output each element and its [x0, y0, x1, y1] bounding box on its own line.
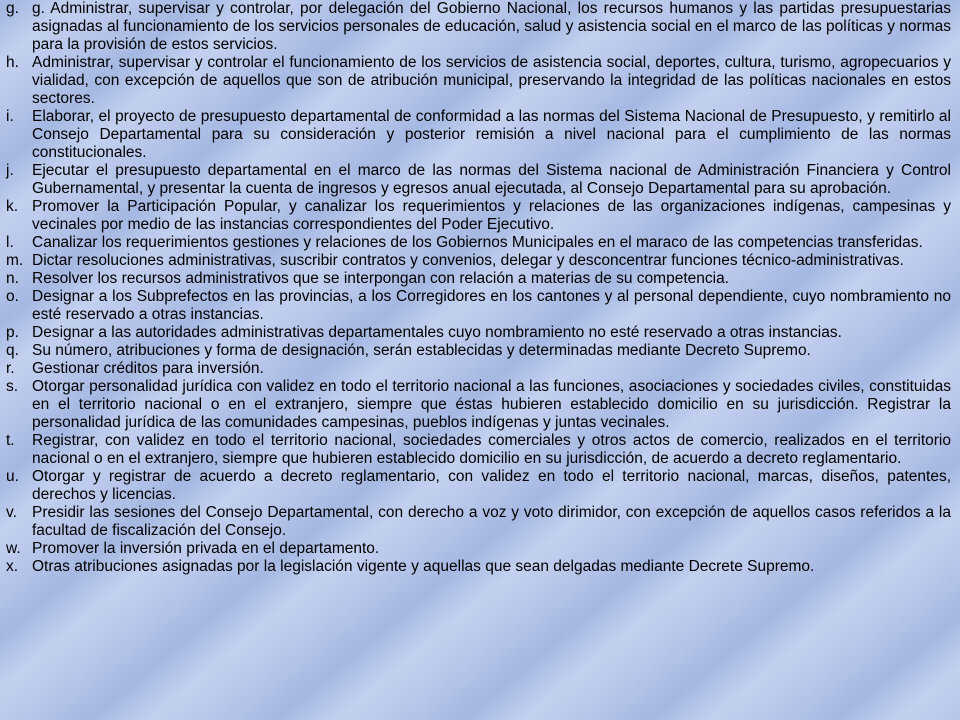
list-item-s	[6, 378, 951, 432]
item-text: Designar a las autoridades administrativas departamentales cuyo nombramiento no esté reservado a otras instancias.	[32, 324, 842, 341]
item-marker: n.	[6, 270, 19, 287]
item-marker: h.	[6, 54, 19, 71]
item-text: Dictar resoluciones administrativas, suscribir contratos y convenios, delegar y desconcentrar funciones técnico-administrativas.	[32, 252, 904, 269]
item-marker: j.	[6, 162, 14, 179]
item-text: Elaborar, el proyecto de presupuesto departamental de conformidad a las normas del Sistema Nacional de Presupuesto, y remitirlo al Consejo Departamental para su consideración y posterior remisión a nivel nacional para el cumplimiento de las normas constitucionales.	[32, 108, 951, 161]
item-marker: k.	[6, 198, 19, 215]
item-text: Gestionar créditos para inversión.	[32, 360, 264, 377]
item-text: Su número, atribuciones y forma de designación, serán establecidas y determinadas mediante Decreto Supremo.	[32, 342, 811, 359]
list-item-r	[6, 360, 951, 378]
attributions-list	[6, 0, 951, 576]
list-item-h	[6, 54, 951, 108]
list-item-u	[6, 468, 951, 504]
list-item-i	[6, 108, 951, 162]
item-marker: u.	[6, 468, 19, 485]
item-text: Registrar, con validez en todo el territorio nacional, sociedades comerciales y otros actos de comercio, realizados en el territorio nacional o en el extranjero, siempre que hubieren establecido domicilio en su jurisdicción, de acuerdo a decreto reglamentario.	[32, 432, 951, 467]
item-marker: g.	[6, 0, 19, 17]
item-marker: i.	[6, 108, 14, 125]
item-marker: s.	[6, 378, 19, 395]
item-marker: x.	[6, 558, 19, 575]
list-item-t	[6, 432, 951, 468]
list-item-p	[6, 324, 951, 342]
list-item-n	[6, 270, 951, 288]
item-text: Otras atribuciones asignadas por la legislación vigente y aquellas que sean delgadas mediante Decrete Supremo.	[32, 558, 815, 575]
list-item-o	[6, 288, 951, 324]
item-marker: l.	[6, 234, 14, 251]
item-text: g. Administrar, supervisar y controlar, por delegación del Gobierno Nacional, los recursos humanos y las partidas presupuestarias asignadas al funcionamiento de los servicios personales de educación, salud y asistencia social en el marco de las políticas y normas para la provisión de estos servicios.	[32, 0, 951, 53]
item-text: Otorgar personalidad jurídica con validez en todo el territorio nacional a las funciones, asociaciones y sociedades civiles, constituidas en el territorio nacional o en el extranjero, siempre que éstas hubieren establecido domicilio en su jurisdicción. Registrar la personalidad jurídica de las comunidades campesinas, pueblos indígenas y juntas vecinales.	[32, 378, 951, 431]
item-text: Otorgar y registrar de acuerdo a decreto reglamentario, con validez en todo el territorio nacional, marcas, diseños, patentes, derechos y licencias.	[32, 468, 951, 503]
item-marker: w.	[6, 540, 21, 557]
item-marker: q.	[6, 342, 19, 359]
item-text: Administrar, supervisar y controlar el funcionamiento de los servicios de asistencia social, deportes, cultura, turismo, agropecuarios y vialidad, con excepción de aquellos que son de atribución municipal, preservando la integridad de las políticas nacionales en estos sectores.	[32, 54, 951, 107]
list-item-q	[6, 342, 951, 360]
item-marker: p.	[6, 324, 19, 341]
item-marker: v.	[6, 504, 17, 521]
list-item-x	[6, 558, 951, 576]
list-item-g	[6, 0, 951, 54]
list-item-l	[6, 234, 951, 252]
item-text: Ejecutar el presupuesto departamental en el marco de las normas del Sistema nacional de Administración Financiera y Control Gubernamental, y presentar la cuenta de ingresos y egresos anual ejecutada, al Consejo Departamental para su aprobación.	[32, 162, 951, 197]
item-text: Promover la Participación Popular, y canalizar los requerimientos y relaciones de las organizaciones indígenas, campesinas y vecinales por medio de las instancias correspondientes del Poder Ejecutivo.	[32, 198, 951, 233]
item-text: Presidir las sesiones del Consejo Departamental, con derecho a voz y voto dirimidor, con excepción de aquellos casos referidos a la facultad de fiscalización del Consejo.	[32, 504, 951, 539]
item-marker: o.	[6, 288, 19, 305]
item-text: Designar a los Subprefectos en las provincias, a los Corregidores en los cantones y al personal dependiente, cuyo nombramiento no esté reservado a otras instancias.	[32, 288, 951, 323]
item-text: Promover la inversión privada en el departamento.	[32, 540, 380, 557]
list-item-k	[6, 198, 951, 234]
list-item-w	[6, 540, 951, 558]
list-item-j	[6, 162, 951, 198]
item-text: Canalizar los requerimientos gestiones y relaciones de los Gobiernos Municipales en el maraco de las competencias transferidas.	[32, 234, 923, 251]
list-item-v	[6, 504, 951, 540]
item-marker: t.	[6, 432, 15, 449]
item-marker: r.	[6, 360, 15, 377]
list-item-m	[6, 252, 951, 270]
item-text: Resolver los recursos administrativos que se interpongan con relación a materias de su competencia.	[32, 270, 729, 287]
item-marker: m.	[6, 252, 24, 269]
